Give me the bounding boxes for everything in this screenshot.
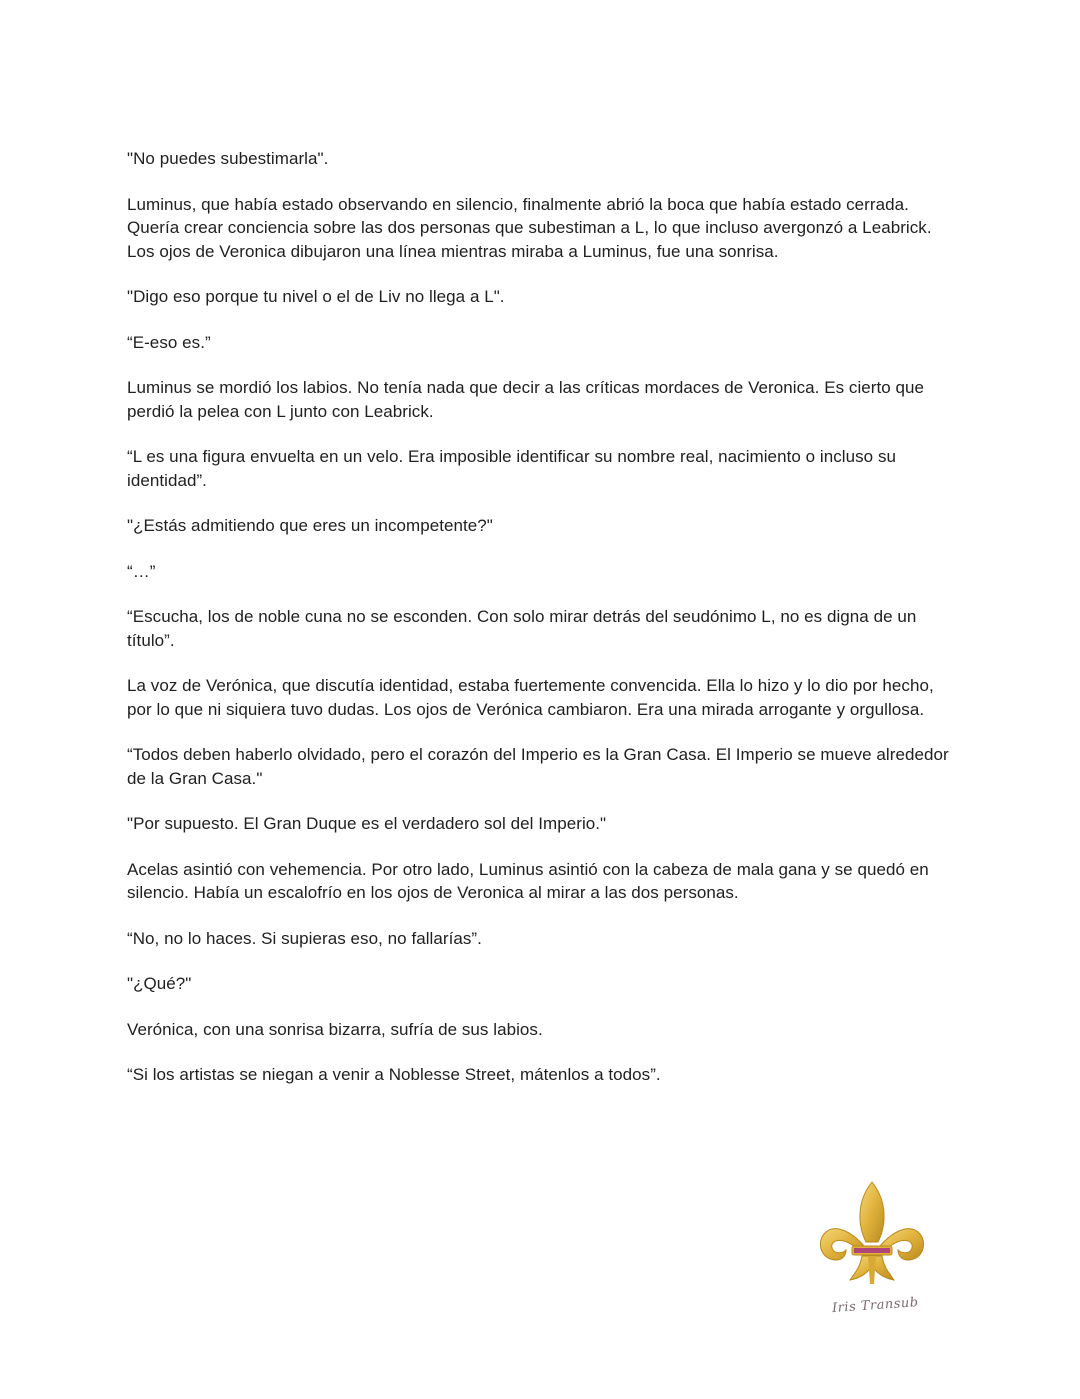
- paragraph: Verónica, con una sonrisa bizarra, sufría de sus labios.: [127, 1019, 543, 1039]
- signature: Iris Transub: [831, 1295, 920, 1317]
- paragraph: "Digo eso porque tu nivel o el de Liv no llega a L".: [127, 287, 505, 306]
- paragraph: La voz de Verónica, que discutía identidad, estaba fuertemente convencida. Ella lo hizo y lo dio por hecho, por lo que ni siquiera tuvo dudas. Los ojos de Verónica cambiaron. Era una mirada arrogante y orgullosa.: [127, 676, 934, 719]
- paragraph: “L es una figura envuelta en un velo. Era imposible identificar su nombre real, nacimiento o incluso su identidad”.: [127, 447, 896, 490]
- paragraph: "No puedes subestimarla".: [127, 149, 329, 168]
- paragraph: “Escucha, los de noble cuna no se esconden. Con solo mirar detrás del seudónimo L, no es digna de un título”.: [127, 607, 917, 650]
- paragraph: Acelas asintió con vehemencia. Por otro lado, Luminus asintió con la cabeza de mala gana y se quedó en silencio. Había un escalofrío en los ojos de Veronica al mirar a las dos personas.: [127, 859, 929, 902]
- paragraph: Luminus, que había estado observando en silencio, finalmente abrió la boca que había estado cerrada. Quería crear conciencia sobre las dos personas que subestiman a L, lo que incluso avergonzó a Leabrick. Los ojos de Veronica dibujaron una línea mientras miraba a Luminus, fue una sonrisa.: [127, 194, 932, 261]
- paragraph: “Si los artistas se niegan a venir a Noblesse Street, mátenlos a todos”.: [127, 1065, 661, 1084]
- document-body: [127, 147, 957, 1109]
- paragraph: “E-eso es.”: [127, 332, 211, 352]
- paragraph: “No, no lo haces. Si supieras eso, no fallarías”.: [127, 928, 482, 948]
- paragraph: "¿Estás admitiendo que eres un incompetente?": [127, 516, 493, 535]
- paragraph: Luminus se mordió los labios. No tenía nada que decir a las críticas mordaces de Veronica. Es cierto que perdió la pelea con L junto con Leabrick.: [127, 378, 925, 421]
- paragraph: “Todos deben haberlo olvidado, pero el corazón del Imperio es la Gran Casa. El Imperio se mueve alrededor de la Gran Casa.": [127, 745, 949, 788]
- paragraph: "¿Qué?": [127, 974, 192, 993]
- paragraph: “…”: [127, 561, 156, 581]
- paragraph: "Por supuesto. El Gran Duque es el verdadero sol del Imperio.": [127, 814, 607, 833]
